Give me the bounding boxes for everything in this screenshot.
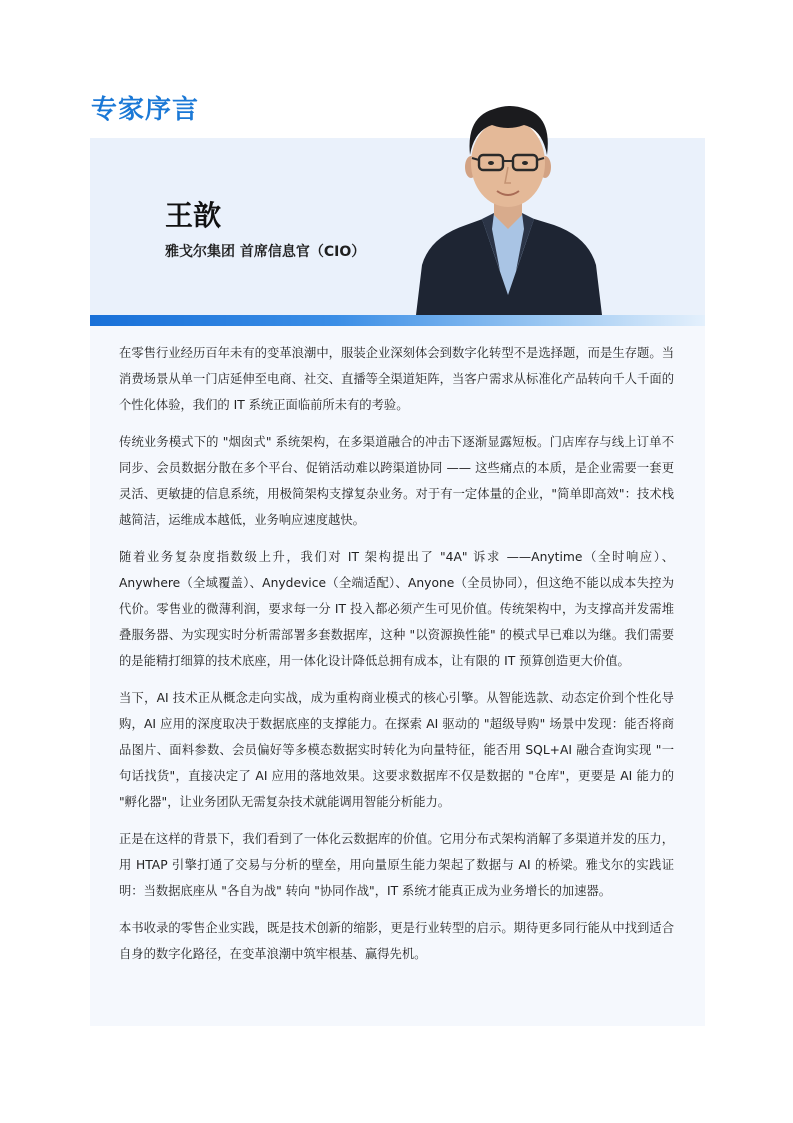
paragraph: 随着业务复杂度指数级上升，我们对 IT 架构提出了 "4A" 诉求 ——Anytime（全时响应）、Anywhere（全域覆盖）、Anydevice（全端适配）、Anyone（全员协同），但这绝不能以成本失控为代价。零售业的微薄利润，要求每一分 IT 投入都必须产生可见价值。传统架构中，为支撑高并发需堆叠服务器、为实现实时分析需部署多套数据库，这种 "以资源换性能" 的模式早已难以为继。我们需要的是能精打细算的技术底座，用一体化设计降低总拥有成本，让有限的 IT 预算创造更大价值。	[119, 550, 674, 668]
paragraph: 正是在这样的背景下，我们看到了一体化云数据库的价值。它用分布式架构消解了多渠道并发的压力，用 HTAP 引擎打通了交易与分析的壁垒，用向量原生能力架起了数据与 AI 的桥梁。雅戈尔的实践证明：当数据底座从 "各自为战" 转向 "协同作战"，IT 系统才能真正成为业务增长的加速器。	[119, 832, 674, 898]
author-name: 王歆	[165, 199, 222, 232]
paragraph: 在零售行业经历百年未有的变革浪潮中，服装企业深刻体会到数字化转型不是选择题，而是生存题。当消费场景从单一门店延伸至电商、社交、直播等全渠道矩阵，当客户需求从标准化产品转向千人千面的个性化体验，我们的 IT 系统正面临前所未有的考验。	[119, 346, 674, 412]
section-title: 专家序言	[91, 95, 200, 125]
paragraph: 传统业务模式下的 "烟囱式" 系统架构，在多渠道融合的冲击下逐渐显露短板。门店库存与线上订单不同步、会员数据分散在多个平台、促销活动难以跨渠道协同 —— 这些痛点的本质，是企业需要一套更灵活、更敏捷的信息系统，用极简架构支撑复杂业务。对于有一定体量的企业，"简单即高效"：技术栈越简洁，运维成本越低，业务响应速度越快。	[119, 435, 674, 527]
preface-body	[119, 340, 674, 978]
author-title: 雅戈尔集团 首席信息官（CIO）	[165, 244, 366, 260]
header-divider-bar	[90, 315, 705, 326]
person-portrait-icon	[408, 95, 608, 315]
paragraph: 本书收录的零售企业实践，既是技术创新的缩影，更是行业转型的启示。期待更多同行能从中找到适合自身的数字化路径，在变革浪潮中筑牢根基、赢得先机。	[119, 921, 674, 961]
paragraph: 当下，AI 技术正从概念走向实战，成为重构商业模式的核心引擎。从智能选款、动态定价到个性化导购，AI 应用的深度取决于数据底座的支撑能力。在探索 AI 驱动的 "超级导购" 场景中发现：能否将商品图片、面料参数、会员偏好等多模态数据实时转化为向量特征，能否用 SQL+AI 融合查询实现 "一句话找货"，直接决定了 AI 应用的落地效果。这要求数据库不仅是数据的 "仓库"，更要是 AI 能力的 "孵化器"，让业务团队无需复杂技术就能调用智能分析能力。	[119, 691, 674, 809]
